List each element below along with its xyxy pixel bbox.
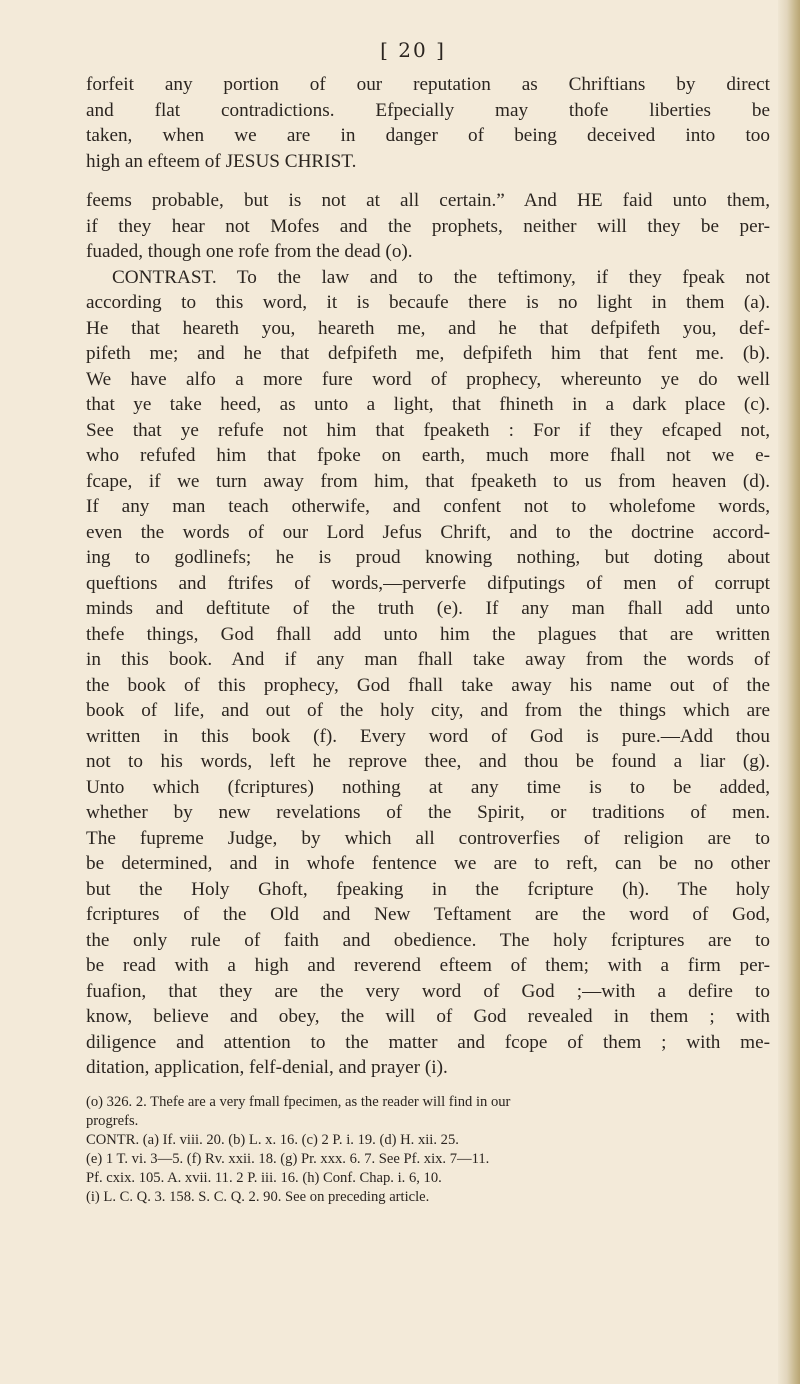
- text-line: be determined, and in whofe fentence we are to reft, can be no other: [86, 853, 770, 874]
- text-line: high an efteem of JESUS CHRIST.: [86, 150, 357, 172]
- text-line: forfeit any portion of our reputation as Chriftians by direct: [86, 74, 770, 95]
- text-line: feems probable, but is not at all certain.” And HE faid unto them,: [86, 190, 770, 211]
- footnotes: [86, 1093, 770, 1207]
- paragraph-contrast: [86, 265, 770, 1081]
- text-line: ditation, application, felf-denial, and prayer (i).: [86, 1057, 448, 1078]
- text-line: Unto which (fcriptures) nothing at any time is to be added,: [86, 776, 770, 798]
- text-line: taken, when we are in danger of being deceived into too: [86, 125, 770, 146]
- text-line: ing to godlinefs; he is proud knowing nothing, but doting about: [86, 547, 770, 568]
- paragraph-continuation: [86, 72, 770, 174]
- text-line: book of life, and out of the holy city, and from the things which are: [86, 700, 770, 721]
- footnote-line: Pf. cxix. 105. A. xvii. 11. 2 P. iii. 16. (h) Conf. Chap. i. 6, 10.: [86, 1169, 442, 1186]
- text-line: See that ye refufe not him that fpeaketh : For if they efcaped not,: [86, 419, 770, 441]
- text-line: if they hear not Mofes and the prophets, neither will they be per-: [86, 215, 770, 237]
- text-line: that ye take heed, as unto a light, that fhineth in a dark place (c).: [86, 394, 770, 415]
- text-line: minds and deftitute of the truth (e). If any man fhall add unto: [86, 598, 770, 619]
- text-line: thefe things, God fhall add unto him the plagues that are written: [86, 623, 770, 645]
- text-line: the book of this prophecy, God fhall take away his name out of the: [86, 674, 770, 696]
- book-page: [86, 38, 770, 1207]
- text-line: who refufed him that fpoke on earth, much more fhall not we e-: [86, 445, 770, 466]
- footnote-line: (e) 1 T. vi. 3—5. (f) Rv. xxii. 18. (g) Pr. xxx. 6. 7. See Pf. xix. 7—11.: [86, 1150, 490, 1167]
- text-line: We have alfo a more fure word of prophecy, whereunto ye do well: [86, 368, 770, 390]
- text-line: but the Holy Ghoft, fpeaking in the fcripture (h). The holy: [86, 878, 770, 900]
- text-line: fcriptures of the Old and New Teftament are the word of God,: [86, 904, 770, 925]
- text-line: and flat contradictions. Efpecially may thofe liberties be: [86, 99, 770, 121]
- text-line: even the words of our Lord Jefus Chrift, and to the doctrine accord-: [86, 521, 770, 543]
- page-edge-shadow: [778, 0, 800, 1384]
- footnote-line: CONTR. (a) If. viii. 20. (b) L. x. 16. (c) 2 P. i. 19. (d) H. xii. 25.: [86, 1131, 459, 1148]
- text-line: fuaded, though one rofe from the dead (o).: [86, 241, 413, 262]
- text-line: The fupreme Judge, by which all controverfies of religion are to: [86, 827, 770, 849]
- paragraph-quotation: [86, 188, 770, 265]
- text-line: in this book. And if any man fhall take away from the words of: [86, 649, 770, 670]
- footnote-line: (i) L. C. Q. 3. 158. S. C. Q. 2. 90. See on preceding article.: [86, 1188, 430, 1205]
- text-line: If any man teach otherwife, and confent not to wholefome words,: [86, 496, 770, 517]
- paragraph-gap: [86, 174, 770, 188]
- footnote-line: progrefs.: [86, 1112, 139, 1129]
- text-line: be read with a high and reverend efteem of them; with a firm per-: [86, 955, 770, 976]
- text-line: the only rule of faith and obedience. The holy fcriptures are to: [86, 929, 770, 951]
- text-line: written in this book (f). Every word of God is pure.—Add thou: [86, 725, 770, 747]
- text-line: whether by new revelations of the Spirit, or traditions of men.: [86, 802, 770, 823]
- text-line-contrast-heading: CONTRAST. To the law and to the teftimony, if they fpeak not: [112, 266, 770, 288]
- text-line: pifeth me; and he that defpifeth me, defpifeth him that fent me. (b).: [86, 343, 770, 364]
- text-line: according to this word, it is becaufe there is no light in them (a).: [86, 292, 770, 313]
- text-line: fcape, if we turn away from him, that fpeaketh to us from heaven (d).: [86, 470, 770, 492]
- text-line: diligence and attention to the matter and fcope of them ; with me-: [86, 1031, 770, 1053]
- text-line: fuafion, that they are the very word of God ;—with a defire to: [86, 980, 770, 1002]
- footnote-line: (o) 326. 2. Thefe are a very fmall fpecimen, as the reader will find in our: [86, 1093, 511, 1110]
- text-line: He that heareth you, heareth me, and he that defpifeth you, def-: [86, 317, 770, 339]
- text-line: not to his words, left he reprove thee, and thou be found a liar (g).: [86, 751, 770, 772]
- text-line: queftions and ftrifes of words,—perverfe difputings of men of corrupt: [86, 572, 770, 594]
- text-line: know, believe and obey, the will of God revealed in them ; with: [86, 1006, 770, 1027]
- page-number: [ 20 ]: [380, 38, 446, 62]
